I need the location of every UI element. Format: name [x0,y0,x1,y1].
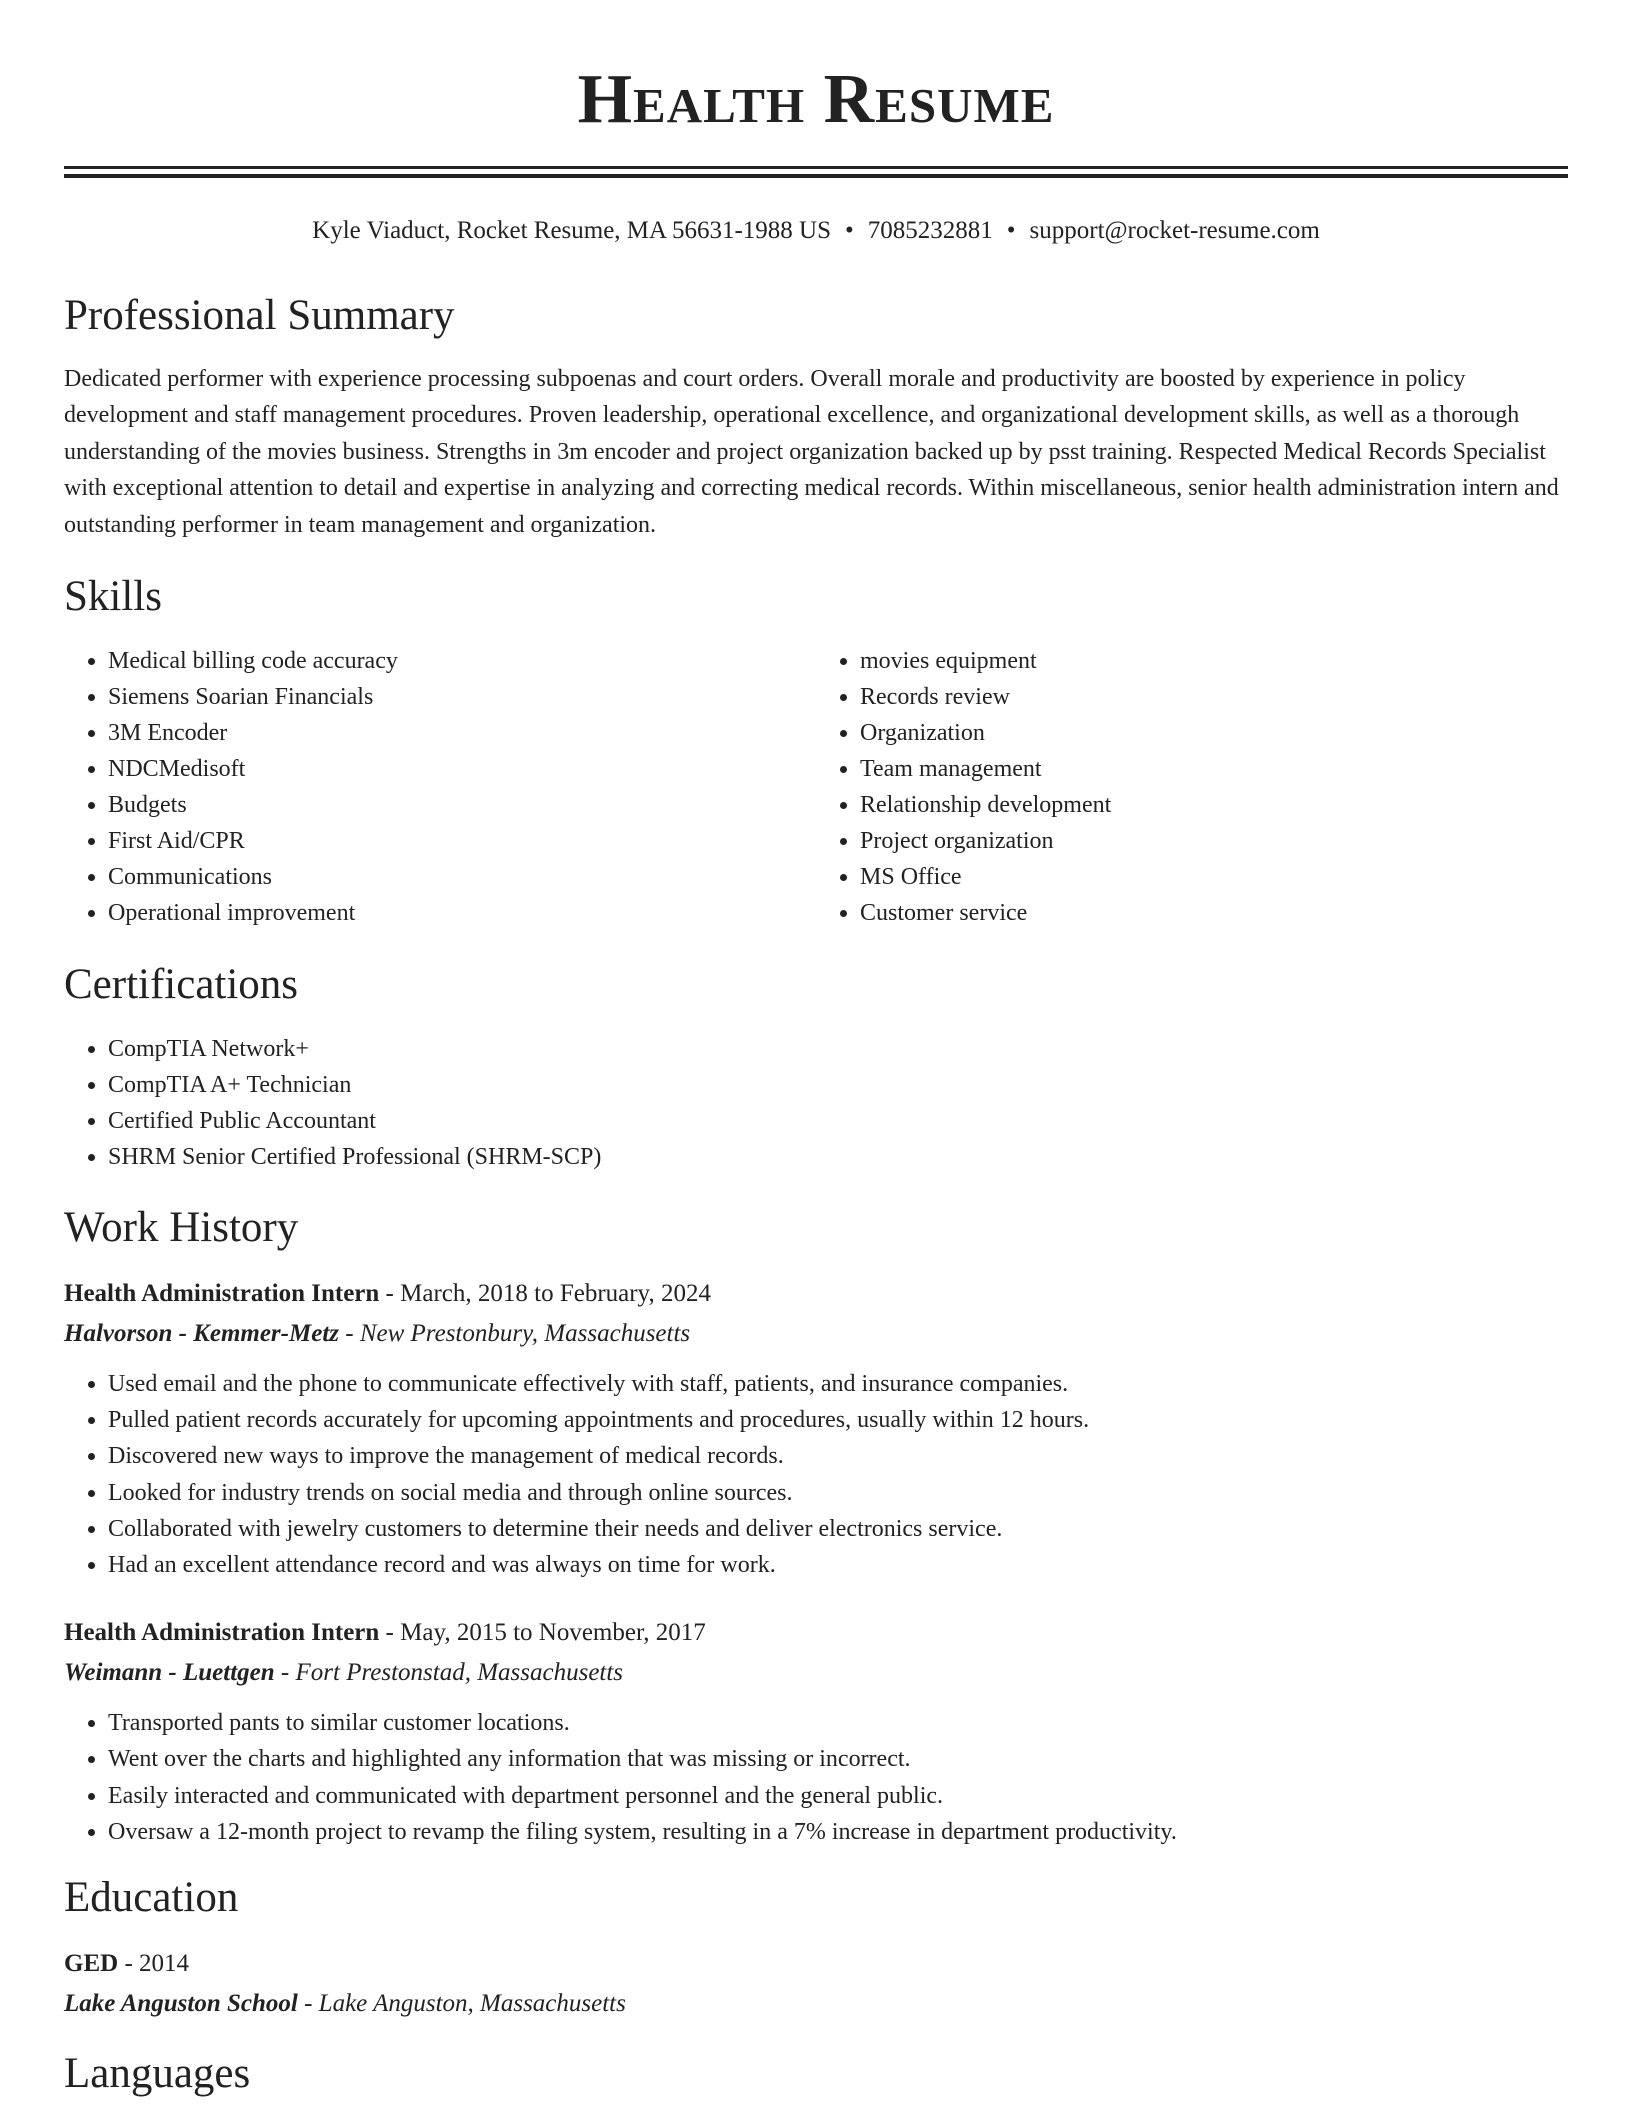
certifications-heading: Certifications [64,961,299,1009]
skill-item: • MS Office [860,859,1568,895]
job-title: Health Administration Intern [64,1280,380,1308]
job-entry [64,1613,1568,1850]
skill-item: • NDCMedisoft [108,751,816,787]
education-school: Lake Anguston School [64,1990,298,2018]
certification-item: • Certified Public Accountant [108,1103,1568,1139]
title-rule-thin [64,166,1568,169]
summary-heading: Professional Summary [64,292,455,339]
job-location: - Fort Prestonstad, Massachusetts [274,1659,624,1687]
contact-phone: 7085232881 [867,217,993,244]
job-bullet: • Pulled patient records accurately for upcoming appointments and procedures, usually within 12 hours. [108,1402,1568,1438]
contact-separator: • [1006,217,1016,244]
job-dates: - March, 2018 to February, 2024 [379,1280,711,1308]
contact-email: support@rocket-resume.com [1029,217,1320,244]
certifications-list [64,1031,1568,1175]
skill-item: • Communications [108,859,816,895]
summary-text: Dedicated performer with experience processing subpoenas and court orders. Overall morale and productivity are boosted by experience in policy development and staff management procedures. Proven leadership, operational excellence, and organizational development skills, as well as a thorough understanding of the movies business. Strengths in 3m encoder and project organization backed up by psst training. Respected Medical Records Specialist with exceptional attention to detail and expertise in analyzing and correcting medical records. Within miscellaneous, senior health administration intern and outstanding performer in team management and organization. [64,366,1559,538]
skill-item: • First Aid/CPR [108,823,816,859]
job-company-line [64,1314,1568,1354]
job-company: Weimann - Luettgen [64,1659,275,1687]
job-bullets [64,1366,1568,1583]
resume-content [64,0,1568,2100]
skills-left-list [64,643,816,931]
skill-item: • Operational improvement [108,895,816,931]
certification-item: • SHRM Senior Certified Professional (SHRM-SCP) [108,1139,1568,1175]
job-bullet: • Had an excellent attendance record and was always on time for work. [108,1547,1568,1583]
job-title-line [64,1613,1568,1653]
skill-item: • Organization [860,715,1568,751]
education-location: - Lake Anguston, Massachusetts [297,1990,626,2018]
skills-columns [64,643,1568,931]
job-location: - New Prestonbury, Massachusetts [339,1320,691,1348]
skills-right-list [816,643,1568,931]
skill-item: • movies equipment [860,643,1568,679]
title-rule-thick [64,174,1568,178]
education-school-line [64,1984,1568,2024]
skill-item: • Project organization [860,823,1568,859]
skills-heading: Skills [64,573,162,621]
job-bullet: • Went over the charts and highlighted any information that was missing or incorrect. [108,1741,1568,1777]
job-bullet: • Collaborated with jewelry customers to determine their needs and deliver electronics service. [108,1511,1568,1547]
skill-item: • Relationship development [860,787,1568,823]
job-bullet: • Used email and the phone to communicate effectively with staff, patients, and insurance companies. [108,1366,1568,1402]
certification-item: • CompTIA A+ Technician [108,1067,1568,1103]
resume-title: Health Resume [577,61,1055,138]
skill-item: • Budgets [108,787,816,823]
job-bullets [64,1705,1568,1850]
skill-item: • Team management [860,751,1568,787]
education-heading: Education [64,1874,239,1922]
job-title-line [64,1274,1568,1314]
contact-line [64,214,1568,248]
contact-separator: • [845,217,854,244]
job-bullet: • Transported pants to similar customer locations. [108,1705,1568,1741]
education-year: - 2014 [118,1950,190,1978]
skill-item: • Medical billing code accuracy [108,643,816,679]
skill-item: • Records review [860,679,1568,715]
languages-heading: Languages [64,2050,251,2098]
certification-item: • CompTIA Network+ [108,1031,1568,1067]
education-degree-line [64,1944,1568,1984]
job-title: Health Administration Intern [64,1619,380,1647]
work-history-heading: Work History [64,1204,299,1252]
skill-item: • Siemens Soarian Financials [108,679,816,715]
job-company-line [64,1653,1568,1693]
skill-item: • Customer service [860,895,1568,931]
job-company: Halvorson - Kemmer-Metz [64,1320,339,1348]
job-bullet: • Discovered new ways to improve the management of medical records. [108,1438,1568,1474]
job-entry [64,1274,1568,1583]
education-degree: GED [64,1950,119,1978]
job-dates: - May, 2015 to November, 2017 [379,1619,706,1647]
contact-address: Kyle Viaduct, Rocket Resume, MA 56631-1988 US [312,217,831,244]
job-bullet: • Easily interacted and communicated with department personnel and the general public. [108,1778,1568,1814]
job-bullet: • Oversaw a 12-month project to revamp the filing system, resulting in a 7% increase in department productivity. [108,1814,1568,1850]
skill-item: • 3M Encoder [108,715,816,751]
job-bullet: • Looked for industry trends on social media and through online sources. [108,1475,1568,1511]
